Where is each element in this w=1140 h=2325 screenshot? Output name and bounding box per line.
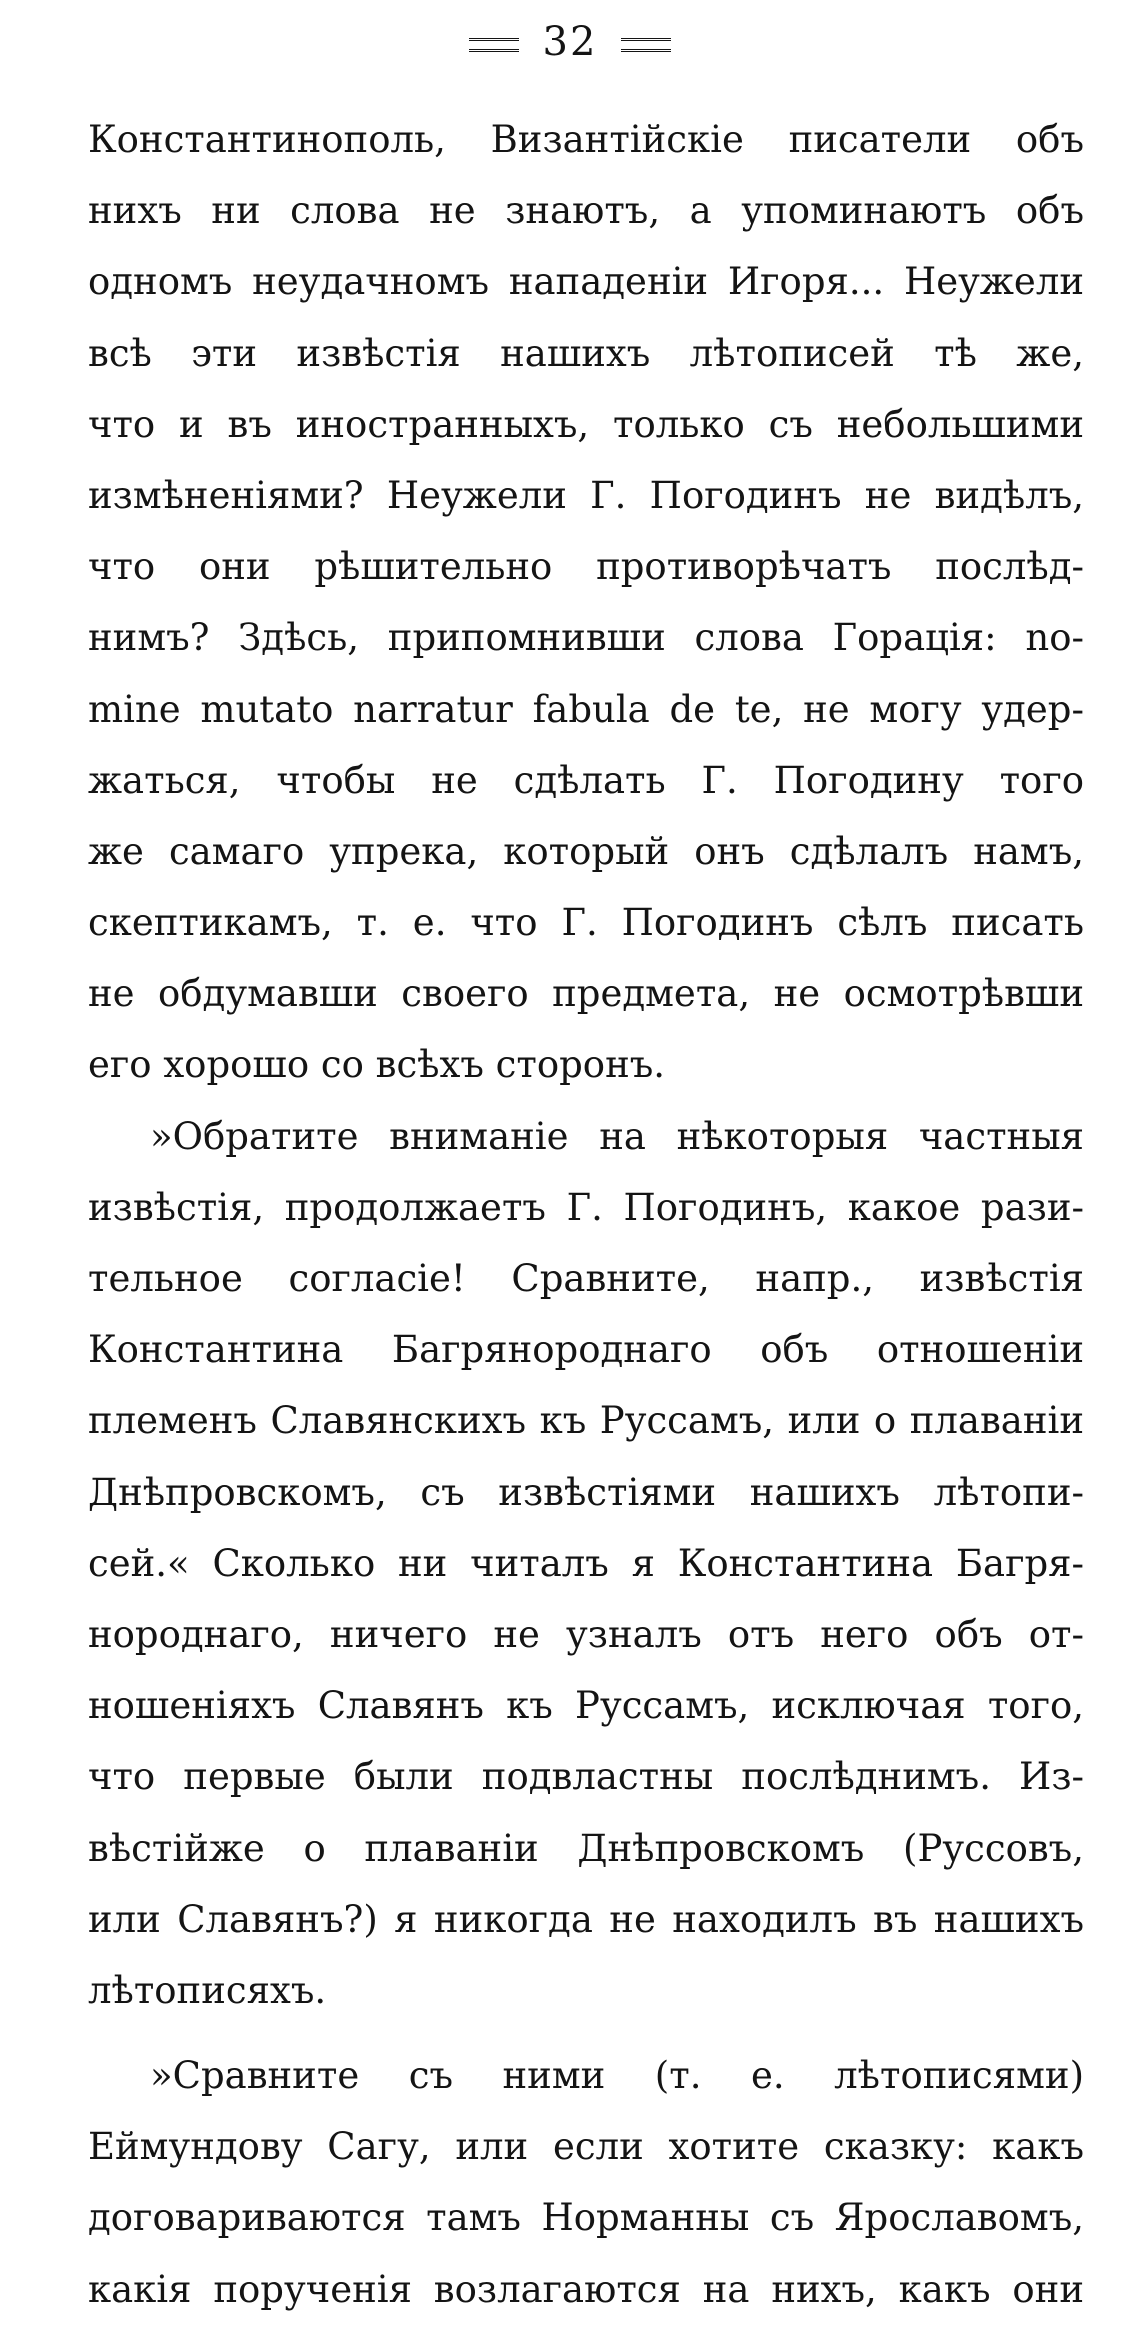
header-rule-left — [469, 38, 519, 52]
text-line: вѣстійже о плаваніи Днѣпровскомъ (Руссовъ, — [88, 1826, 1084, 1870]
text-line: измѣненіями? Неужели Г. Погодинъ не видѣлъ, — [88, 473, 1084, 517]
body-text — [88, 104, 1084, 2325]
text-line: какія порученія возлагаются на нихъ, какъ они — [88, 2267, 1084, 2311]
text-line: тельное согласіе! Сравните, напр., извѣстія — [88, 1257, 1084, 1300]
paragraph-gap — [88, 2026, 1084, 2040]
text-line: нихъ ни слова не знаютъ, а упоминаютъ объ — [88, 189, 1084, 233]
text-line: »Сравните съ ними (т. е. лѣтописями) — [150, 2054, 1084, 2098]
paragraph-2 — [88, 1101, 1084, 2026]
text-line: же самаго упрека, который онъ сдѣлалъ намъ, — [88, 829, 1084, 873]
text-line: лѣтописяхъ. — [88, 1968, 327, 2012]
text-line: сей.« Сколько ни читалъ я Константина Багря- — [88, 1541, 1084, 1585]
text-line: договариваются тамъ Норманны съ Ярославомъ, — [88, 2196, 1084, 2240]
text-line: или Славянъ?) я никогда не находилъ въ нашихъ — [88, 1897, 1084, 1941]
text-line: Еймундову Сагу, или если хотите сказку: какъ — [88, 2125, 1084, 2169]
text-line: жаться, чтобы не сдѣлать Г. Погодину того — [88, 758, 1084, 802]
text-line: что и въ иностранныхъ, только съ небольшими — [88, 402, 1084, 446]
text-line: племенъ Славянскихъ къ Руссамъ, или о плаваніи — [88, 1399, 1084, 1443]
text-line: его хорошо со всѣхъ сторонъ. — [88, 1043, 666, 1087]
text-line: нимъ? Здѣсь, припомнивши слова Горація: no- — [88, 616, 1084, 660]
page-number: 32 — [542, 19, 598, 65]
page-header — [0, 19, 1140, 65]
text-line: Днѣпровскомъ, съ извѣстіями нашихъ лѣтопи- — [88, 1470, 1084, 1514]
text-line: скептикамъ, т. е. что Г. Погодинъ сѣлъ писать — [88, 901, 1084, 945]
text-line: Константина Багрянороднаго объ отношеніи — [88, 1328, 1084, 1372]
paragraph-1 — [88, 104, 1084, 1101]
header-rule-right — [621, 38, 671, 52]
text-line: всѣ эти извѣстія нашихъ лѣтописей тѣ же, — [88, 331, 1084, 375]
text-line: что первые были подвластны послѣднимъ. Из- — [88, 1755, 1084, 1799]
text-line: одномъ неудачномъ нападеніи Игоря... Неужели — [88, 260, 1084, 304]
text-line: не обдумавши своего предмета, не осмотрѣвши — [88, 972, 1084, 1016]
paragraph-3 — [88, 2040, 1084, 2325]
text-line: »Обратите вниманіе на нѣкоторыя частныя — [150, 1114, 1084, 1158]
text-line: Константинополь, Византійскіе писатели объ — [88, 118, 1084, 161]
text-line: извѣстія, продолжаетъ Г. Погодинъ, какое рази- — [88, 1185, 1084, 1229]
text-line: нороднаго, ничего не узналъ отъ него объ от- — [88, 1612, 1084, 1656]
text-line: ношеніяхъ Славянъ къ Руссамъ, исключая того, — [88, 1684, 1084, 1728]
text-line: mine mutato narratur fabula de te, не могу удер- — [88, 687, 1084, 731]
text-line: что они рѣшительно противорѣчатъ послѣд- — [88, 545, 1084, 589]
